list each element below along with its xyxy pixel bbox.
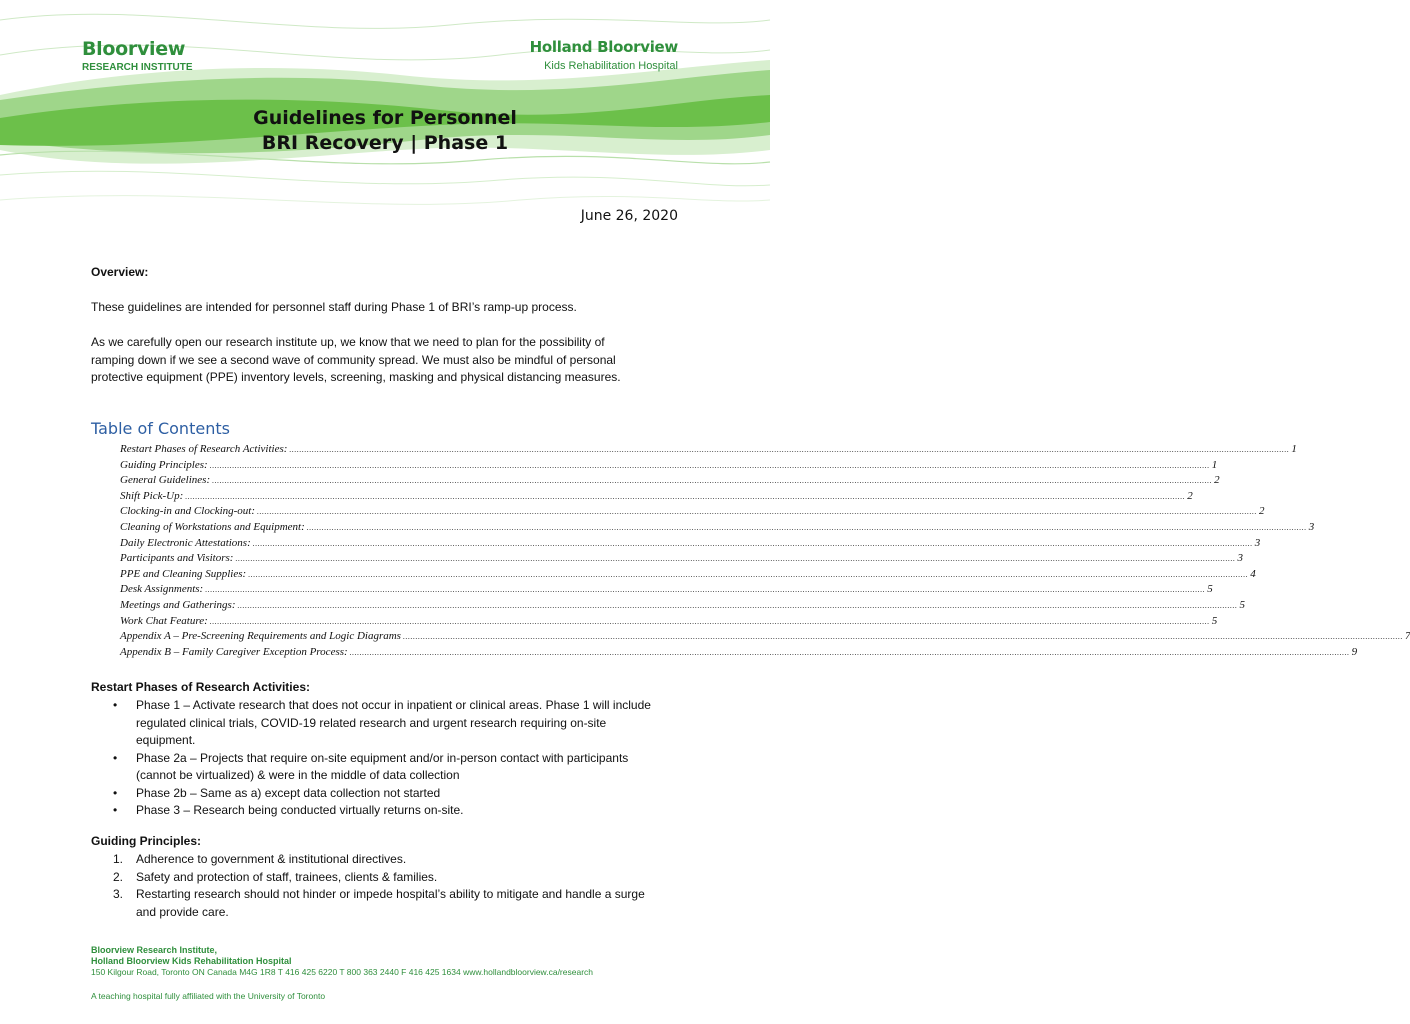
overview-p2-line: As we carefully open our research institute up, we know that we need to plan for the possibility of [91,335,605,349]
toc-entry-page: 2 [1214,474,1220,487]
toc-dot-leader: ................................................................................................................................................................................................................................................................................................................................................................................................................ [252,538,1253,548]
bullet-icon: • [113,803,118,817]
restart-phase-item [91,785,681,803]
toc-entry-page: 3 [1237,552,1243,565]
restart-phase-line: equipment. [136,733,196,747]
toc-entry[interactable] [120,536,1261,553]
toc-entry[interactable] [120,505,1265,521]
list-number: 3. [113,887,124,901]
toc-entry-label: Cleaning of Workstations and Equipment: [120,520,305,533]
toc-entry-page: 1 [1211,458,1218,471]
toc-dot-leader: ................................................................................................................................................................................................................................................................................................................................................................................................................ [402,632,1403,642]
toc-entry-label: Restart Phases of Research Activities: [120,443,288,455]
guiding-principle-line: Safety and protection of staff, trainees, clients & families. [136,869,438,884]
logo-right-name: Holland Bloorview [529,38,678,56]
toc-entry-page: 4 [1250,567,1256,580]
toc-dot-leader: ................................................................................................................................................................................................................................................................................................................................................................................................................ [248,569,1249,579]
toc-entry[interactable] [120,583,1213,599]
toc-entry[interactable] [120,645,1358,662]
logo-left-sub: RESEARCH INSTITUTE [82,62,193,73]
toc-entry-label: Participants and Visitors: [120,552,234,565]
restart-phase-item [91,802,681,820]
toc-entry-page: 3 [1254,536,1261,549]
toc-entry[interactable] [120,598,1245,615]
footer-org-line: Bloorview Research Institute, [91,945,218,955]
toc-entry-page: 7 [1404,630,1410,643]
toc-dot-leader: ................................................................................................................................................................................................................................................................................................................................................................................................................ [257,507,1258,517]
toc-entry-label: Daily Electronic Attestations: [120,536,251,549]
toc-entry-label: Shift Pick-Up: [120,489,184,502]
toc-entry-label: Work Chat Feature: [120,614,208,627]
toc-entry-page: 3 [1308,520,1315,533]
logo-left-name: Bloorview [82,38,186,60]
footer-affiliation-note: A teaching hospital fully affiliated with the University of Toronto [91,991,326,1001]
guiding-principle-line: Restarting research should not hinder or impede hospital’s ability to mitigate and handle a surge [136,887,645,901]
toc-entry-label: General Guidelines: [120,474,211,487]
toc-entry-label: Desk Assignments: [120,583,204,596]
toc-entry[interactable] [120,443,1297,459]
guiding-principle-item [91,886,681,921]
overview-heading: Overview: [91,265,149,279]
holland-bloorview-logo [530,38,678,72]
toc-entry-label: PPE and Cleaning Supplies: [120,567,247,580]
toc-heading: Table of Contents [91,419,230,438]
toc-dot-leader: ................................................................................................................................................................................................................................................................................................................................................................................................................ [237,600,1238,610]
toc-entry[interactable] [120,520,1315,537]
restart-phase-item [91,697,681,750]
table-of-contents [120,443,1410,661]
guiding-principle-item [91,869,681,887]
toc-dot-leader: ................................................................................................................................................................................................................................................................................................................................................................................................................ [205,585,1206,595]
footer-hospital-line: Holland Bloorview Kids Rehabilitation Hospital [91,956,292,966]
toc-entry-page: 2 [1187,489,1193,502]
restart-phase-line: Phase 2a – Projects that require on-site equipment and/or in-person contact with participants [136,750,629,765]
footer-contact-line: 150 Kilgour Road, Toronto ON Canada M4G 1R8 T 416 425 6220 T 800 363 2440 F 416 425 1634 www.hollandbloorview.ca/research [91,967,593,977]
toc-entry-label: Clocking-in and Clocking-out: [120,505,256,518]
restart-phase-line: Phase 3 – Research being conducted virtually returns on-site. [136,803,464,817]
document-date: June 26, 2020 [580,208,678,224]
overview-paragraph-1: These guidelines are intended for personnel staff during Phase 1 of BRI’s ramp-up process. [91,300,577,314]
toc-entry-label: Appendix B – Family Caregiver Exception Process: [120,645,348,658]
toc-entry[interactable] [120,458,1218,475]
toc-entry-page: 5 [1207,583,1213,596]
toc-entry-label: Appendix A – Pre-Screening Requirements and Logic Diagrams [120,630,401,643]
bullet-icon: • [113,698,118,712]
restart-phase-line: regulated clinical trials, COVID-19 related research and urgent research requiring on-site [136,715,607,730]
toc-entry[interactable] [120,567,1256,584]
toc-dot-leader: ................................................................................................................................................................................................................................................................................................................................................................................................................ [212,476,1213,486]
toc-entry-page: 2 [1259,505,1265,518]
guiding-principle-line: Adherence to government & institutional directives. [136,852,407,866]
bloorview-research-institute-logo [82,38,193,73]
bullet-icon: • [113,785,118,800]
toc-entry-label: Guiding Principles: [120,458,208,471]
toc-entry-page: 1 [1291,443,1297,455]
overview-p2-line: ramping down if we see a second wave of community spread. We must also be mindful of personal [91,352,616,367]
restart-phase-line: (cannot be virtualized) & were in the middle of data collection [136,768,460,782]
toc-entry[interactable] [120,552,1243,568]
toc-entry-page: 5 [1239,598,1245,611]
toc-entry-label: Meetings and Gatherings: [120,598,236,611]
toc-entry[interactable] [120,474,1220,490]
toc-entry-page: 9 [1351,645,1358,658]
toc-dot-leader: ................................................................................................................................................................................................................................................................................................................................................................................................................ [306,522,1307,532]
restart-phase-item [91,750,681,785]
toc-dot-leader: ................................................................................................................................................................................................................................................................................................................................................................................................................ [235,554,1236,564]
toc-entry[interactable] [120,630,1410,646]
toc-entry[interactable] [120,489,1193,506]
toc-dot-leader: ................................................................................................................................................................................................................................................................................................................................................................................................................ [209,460,1210,470]
restart-phases-list [91,697,681,820]
restart-phases-heading: Restart Phases of Research Activities: [91,680,310,694]
overview-paragraph-2 [91,334,681,387]
overview-p2-line: protective equipment (PPE) inventory levels, screening, masking and physical distancing measures. [91,370,621,384]
toc-entry-page: 5 [1211,614,1218,627]
document-title: Guidelines for Personnel [253,107,517,129]
guiding-principles-list [91,851,681,921]
list-number: 2. [113,869,124,884]
toc-dot-leader: ................................................................................................................................................................................................................................................................................................................................................................................................................ [289,445,1290,454]
guiding-principle-line: and provide care. [136,904,229,919]
logo-right-sub: Kids Rehabilitation Hospital [544,60,678,72]
toc-dot-leader: ................................................................................................................................................................................................................................................................................................................................................................................................................ [209,616,1210,626]
guiding-principle-item [91,851,681,869]
toc-dot-leader: ................................................................................................................................................................................................................................................................................................................................................................................................................ [185,491,1186,501]
list-number: 1. [113,852,124,866]
document-subtitle: BRI Recovery | Phase 1 [261,132,509,154]
guiding-principles-heading: Guiding Principles: [91,834,202,848]
toc-dot-leader: ................................................................................................................................................................................................................................................................................................................................................................................................................ [349,647,1350,657]
restart-phase-line: Phase 2b – Same as a) except data collection not started [136,785,441,800]
bullet-icon: • [113,750,118,765]
toc-entry[interactable] [120,614,1218,631]
restart-phase-line: Phase 1 – Activate research that does not occur in inpatient or clinical areas. Phase 1 will include [136,698,651,712]
footer-address [91,945,593,978]
